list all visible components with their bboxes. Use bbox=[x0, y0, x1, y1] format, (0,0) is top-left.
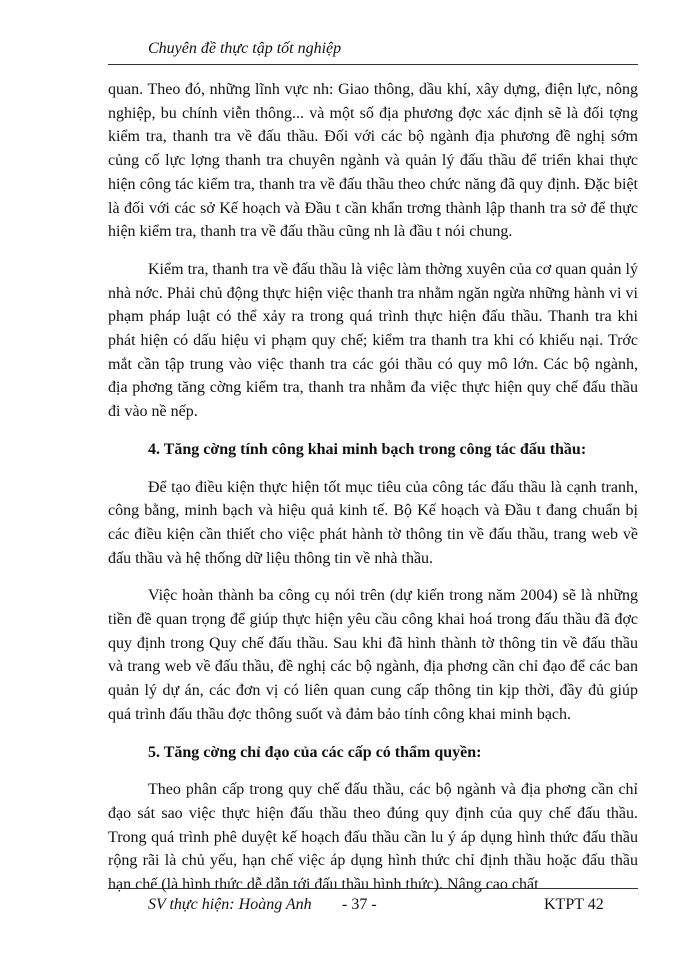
page-footer bbox=[0, 896, 700, 918]
section-heading-5: 5. Tăng cờng chỉ đạo của các cấp có thẩm quyền: bbox=[148, 743, 482, 761]
paragraph: Kiểm tra, thanh tra về đấu thầu là việc làm thờng xuyên của cơ quan quản lý nhà nớc. Phải chủ động thực hiện việc thanh tra nhằm ngăn ngừa những hành vi vi phạm pháp luật có thể xảy ra trong quá trình thực hiện đấu thầu. Thanh tra khi phát hiện có dấu hiệu vi phạm quy chế; kiểm tra thanh tra khi có khiếu nại. Trớc mắt cần tập trung vào việc thanh tra các gói thầu có quy mô lớn. Các bộ ngành, địa phơng tăng cờng kiểm tra, thanh tra nhằm đa việc thực hiện quy chế đấu thầu đi vào nề nếp. bbox=[108, 260, 638, 421]
paragraph: Theo phân cấp trong quy chế đấu thầu, các bộ ngành và địa phơng cần chỉ đạo sát sao việc thực hiện đấu thầu theo đúng quy định của quy chế đấu thầu. Trong quá trình phê duyệt kế hoạch đấu thầu cần lu ý áp dụng hình thức đấu thầu rộng rãi là chủ yếu, hạn chế việc áp dụng hình thức chỉ định thầu hoặc đấu thầu hạn chế (là hình thức dễ dẫn tới đấu thầu hình thức). Nâng cao chất bbox=[108, 781, 638, 894]
page-header-title: Chuyên đề thực tập tốt nghiệp bbox=[148, 40, 342, 57]
paragraph: quan. Theo đó, những lĩnh vực nh: Giao thông, dầu khí, xây dựng, điện lực, nông nghiệp, bu chính viễn thông... và một số địa phương đợc xác định sẽ là đối tợng kiểm tra, thanh tra về đấu thầu. Đối với các bộ ngành địa phương đề nghị sớm củng cố lực lợng thanh tra chuyên ngành và quản lý đấu thầu để triển khai thực hiện công tác kiểm tra, thanh tra về đấu thầu theo chức năng đã quy định. Đặc biệt là đối với các sở Kế hoạch và Đầu t cần khẩn trơng thành lập thanh tra sở để thực hiện kiểm tra, thanh tra về đấu thầu cũng nh là đầu t nói chung. bbox=[108, 81, 638, 241]
footer-author: SV thực hiện: Hoàng Anh bbox=[148, 896, 312, 913]
paragraph: Để tạo điều kiện thực hiện tốt mục tiêu của công tác đấu thầu là cạnh tranh, công bằng, minh bạch và hiệu quả kinh tế. Bộ Kế hoạch và Đầu t đang chuẩn bị các điều kiện cần thiết cho việc phát hành tờ thông tin về đấu thầu, trang web về đấu thầu và hệ thống dữ liệu thông tin về nhà thầu. bbox=[108, 478, 638, 567]
document-body bbox=[108, 78, 638, 911]
section-heading-4: 4. Tăng cờng tính công khai minh bạch trong công tác đấu thầu: bbox=[148, 440, 587, 458]
footer-divider bbox=[108, 888, 638, 889]
paragraph: Việc hoàn thành ba công cụ nói trên (dự kiến trong năm 2004) sẽ là những tiền đề quan trọng để giúp thực hiện yêu cầu công khai hoá trong đấu thầu đã đợc quy định trong Quy chế đấu thầu. Sau khi đã hình thành tờ thông tin về đấu thầu và trang web về đấu thầu, đề nghị các bộ ngành, địa phơng cần chỉ đạo để các ban quản lý dự án, các đơn vị có liên quan cung cấp thông tin kịp thời, đầy đủ giúp quá trình đấu thầu đợc thông suốt và đảm bảo tính công khai minh bạch. bbox=[108, 587, 638, 723]
page-number: - 37 - bbox=[342, 896, 377, 913]
header-divider bbox=[108, 64, 638, 65]
footer-class-code: KTPT 42 bbox=[544, 896, 604, 913]
